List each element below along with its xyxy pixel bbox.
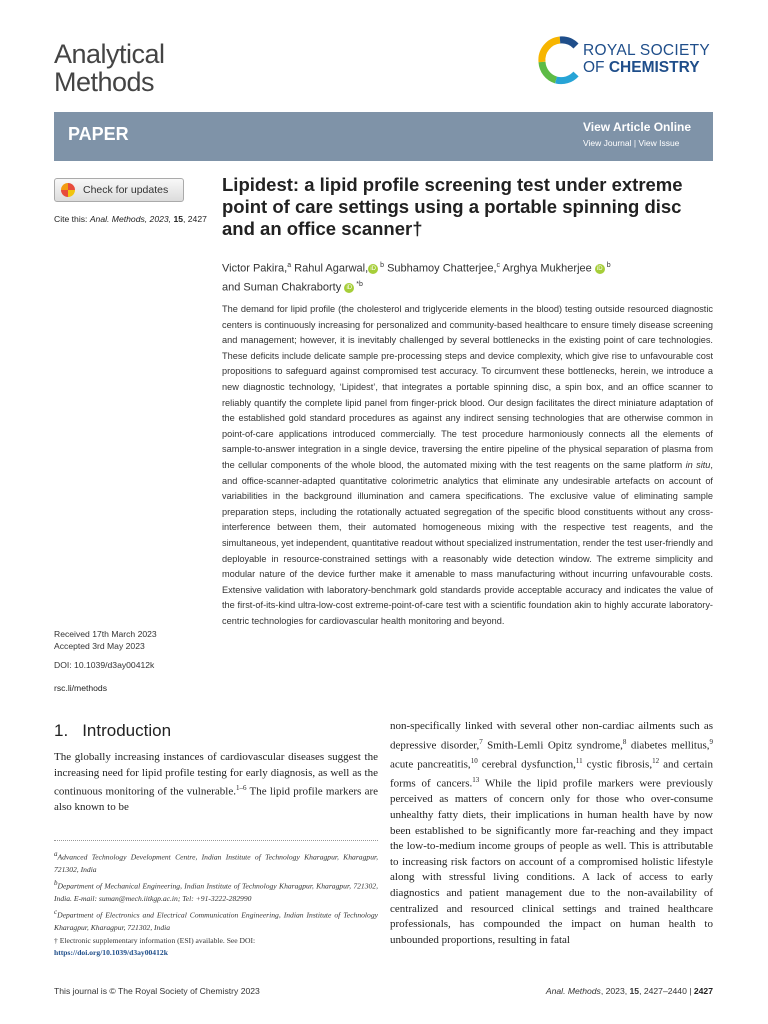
orcid-icon[interactable]: iD xyxy=(344,283,354,293)
reference-marker[interactable]: 12 xyxy=(652,756,660,765)
received-date: Received 17th March 2023 xyxy=(54,629,157,639)
footer-pages: , 2427–2440 xyxy=(639,986,687,996)
abstract-italic: in situ xyxy=(685,459,711,470)
section-heading xyxy=(54,721,171,741)
cite-prefix: Cite this: xyxy=(54,214,90,224)
body-text: Smith-Lemli Opitz syndrome, xyxy=(482,739,623,752)
cite-volume: 15 xyxy=(173,214,183,224)
affiliation-footnote xyxy=(54,906,378,934)
footnote-text: Advanced Technology Development Centre, Indian Institute of Technology Kharagpur, Kharagpur, 721302, India xyxy=(54,852,378,874)
affiliation-marker: *b xyxy=(354,281,363,289)
article-type-label: PAPER xyxy=(68,124,129,144)
body-text: The lipid profile markers are also known to be xyxy=(54,785,379,814)
reference-marker[interactable]: 7 xyxy=(479,737,483,746)
view-journal-link[interactable]: View Journal xyxy=(583,138,632,148)
body-text: While the lipid profile markers were previously perceived as matters of concern only for those who over-consume unhealthy fatty diets, their implications in human health have by now been established to be significantly more far-reaching and they impact the low-to-medium income groups of people as well. This is attributable to increasing risk factors on account of a compromised holistic lifestyle along with stressful living conditions. A lack of access to early diagnostics and patient management due to the non-availability of centralized and resourced clinical settings and trained healthcare professionals, has compounded the impact on human health to unbounded proportions, resulting in fatal xyxy=(390,777,713,946)
body-text: acute pancreatitis, xyxy=(390,758,471,771)
footnote-marker: a xyxy=(54,850,58,858)
esi-footnote xyxy=(54,935,378,959)
article-dates xyxy=(54,628,157,652)
journal-title xyxy=(54,40,165,96)
footnote-divider xyxy=(54,840,378,841)
body-text: cystic fibrosis, xyxy=(582,758,653,771)
affiliation-footnote xyxy=(54,848,378,876)
reference-marker[interactable]: 13 xyxy=(472,776,480,785)
footer-journal: Anal. Methods xyxy=(545,986,601,996)
esi-text: † Electronic supplementary information (ESI) available. See DOI: xyxy=(54,935,256,945)
author-name[interactable]: Rahul Agarwal, xyxy=(291,262,369,275)
reference-marker[interactable]: 10 xyxy=(470,756,478,765)
footnote-text: Department of Electronics and Electrical Communication Engineering, Indian Institute of Technology Kharagpur, Kharagpur, 721302, India xyxy=(54,910,378,932)
journal-title-line1: Analytical xyxy=(54,39,165,69)
reference-marker[interactable]: 9 xyxy=(709,737,713,746)
article-title: Lipidest: a lipid profile screening test under extreme point of care settings using a portable spinning disc and an office scanner† xyxy=(222,174,683,239)
body-column-left xyxy=(54,750,378,816)
copyright-footer: This journal is © The Royal Society of Chemistry 2023 xyxy=(54,986,260,996)
author-name[interactable]: Arghya Mukherjee xyxy=(500,262,592,275)
author-name[interactable]: Victor Pakira, xyxy=(222,262,288,275)
footnote-marker: b xyxy=(54,878,58,887)
check-for-updates-label: Check for updates xyxy=(83,184,169,196)
body-column-right xyxy=(390,719,713,948)
citation xyxy=(54,214,207,224)
reference-marker[interactable]: 1–6 xyxy=(235,784,247,793)
check-updates-icon xyxy=(61,183,75,197)
body-text: and certain forms of cancers. xyxy=(390,758,713,790)
footer-year: , 2023, xyxy=(600,986,630,996)
view-issue-link[interactable]: View Issue xyxy=(638,138,680,148)
cite-ref: Anal. Methods, 2023, xyxy=(89,214,174,224)
body-text: cerebral dysfunction, xyxy=(477,758,576,771)
footnote-marker: c xyxy=(54,907,58,916)
journal-link[interactable]: rsc.li/methods xyxy=(54,683,108,693)
publisher-line2-prefix: OF xyxy=(583,59,605,76)
reference-marker[interactable]: 11 xyxy=(575,756,583,765)
view-article-online-link[interactable]: View Article Online xyxy=(583,120,692,134)
body-text: non-specifically linked with several other non-cardiac ailments such as depressive disorder, xyxy=(390,720,713,752)
publisher-line2-bold: CHEMISTRY xyxy=(608,59,700,76)
publisher-name xyxy=(583,42,710,76)
abstract-text: , and office-scanner-adapted quantitative colorimetric analytics that eliminate any undesirable artefacts on account of variabilities in the background illumination and camera specifications. The exclusive value of eliminating sample preparation steps, including the rotationally actuated segregation of the specific blood constituents without any cross-interference between them, their automated homogeneous mixing with the respective test reagents, and the simultaneous, yet independent, quantitative readout without specialized instrumentation, render the test user-friendly and deployable in resource-constrained settings with a reasonably wide detection window. The extreme simplicity and modular nature of the device further make it amenable to mass manufacturing without incurring unfavourable costs. Extensive validation with laboratory-benchmark gold standards provide acceptable accuracy and indicates the value of the first-of-its-kind ultra-low-cost extreme-point-of-care test with a scientific foundation akin to highly accurate laboratory-centric technologies for cardiovascular health monitoring and beyond. xyxy=(222,459,713,626)
esi-doi-link[interactable]: https://doi.org/10.1039/d3ay00412k xyxy=(54,948,168,958)
page-number: 2427 xyxy=(693,986,713,996)
affiliation-marker: b xyxy=(378,262,385,269)
author-name[interactable]: Subhamoy Chatterjee, xyxy=(384,262,497,275)
affiliation-marker: a xyxy=(287,262,292,269)
affiliation-marker: c xyxy=(496,262,501,269)
footer-volume: 15 xyxy=(629,986,640,996)
abstract-text: The demand for lipid profile (the cholesterol and triglyceride elements in the blood) testing outside resourced diagnostic centers is continuously increasing for personalized and community-based healthcare to ensure timely disease screening and management; however, it is inevitably challenged by several bottlenecks in the existing point of care technologies. These deficits include delicate sample pre-processing steps and device complexity, which give rise to unfavourable cost propositions to safeguard against compromised test accuracy. To circumvent these bottlenecks, herein, we introduce a new diagnostic technology, ‘Lipidest’, that integrates a portable spinning disc, a spin box, and an office scanner to reliably quantify the complete lipid panel from finger-prick blood. Our design facilitates the direct miniature adaptation of the established gold standard procedures as against any indirect sensing technologies that are otherwise common in point-of-care applications introduced commercially. The test procedure harmoniously connects all the elements of sample-to-answer integration in a single device, traversing the entire pipeline of the physical separation of plasma from the cellular components of the whole blood, the automated mixing with the test reagents on the same platform xyxy=(222,304,713,470)
reference-marker[interactable]: 8 xyxy=(622,737,627,746)
section-number: 1. xyxy=(54,721,69,740)
doi[interactable]: DOI: 10.1039/d3ay00412k xyxy=(54,660,155,670)
publisher-line1: ROYAL SOCIETY xyxy=(583,42,711,59)
footer-separator: | xyxy=(686,986,694,996)
body-text: diabetes mellitus, xyxy=(626,739,710,752)
view-link-separator: | xyxy=(631,138,639,148)
affiliation-footnote xyxy=(54,877,378,905)
publisher-line2 xyxy=(583,59,710,76)
accepted-date: Accepted 3rd May 2023 xyxy=(54,641,145,651)
footnotes xyxy=(54,848,378,960)
check-for-updates-button[interactable] xyxy=(54,178,184,202)
journal-title-line2: Methods xyxy=(54,67,155,97)
author-name[interactable]: and Suman Chakraborty xyxy=(222,281,342,294)
author-list xyxy=(222,258,702,296)
view-links xyxy=(583,138,679,148)
footnote-text: Department of Mechanical Engineering, Indian Institute of Technology Kharagpur, Kharagpur, 721302, India. E-mail: suman@mech.iitkgp.ac.in; Tel: +91-3222-282990 xyxy=(54,881,378,903)
abstract xyxy=(222,302,713,629)
body-text: The globally increasing instances of cardiovascular diseases suggest the increasing need for lipid profile testing for early diagnosis, as well as the continuous monitoring of the vulnerable. xyxy=(54,751,378,798)
affiliation-marker: b xyxy=(604,262,611,269)
orcid-icon[interactable]: iD xyxy=(368,264,378,274)
orcid-icon[interactable]: iD xyxy=(595,264,605,274)
section-title: Introduction xyxy=(82,721,172,740)
page-footer xyxy=(505,986,713,996)
cite-page: , 2427 xyxy=(183,214,207,224)
